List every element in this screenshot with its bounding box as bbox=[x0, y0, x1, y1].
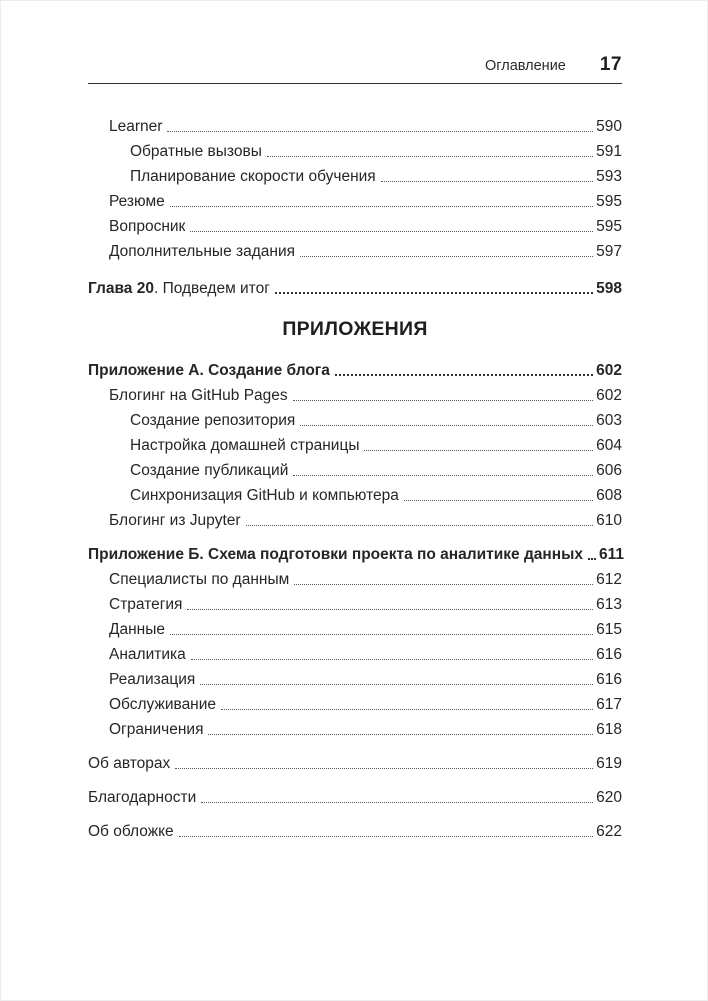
toc-entry-title-text: Данные bbox=[109, 621, 165, 639]
toc-entry-title-text: . Подведем итог bbox=[153, 280, 270, 298]
toc-entry-title-text: Обратные вызовы bbox=[130, 143, 262, 161]
toc-entry-title-text: Блогинг на GitHub Pages bbox=[109, 387, 288, 405]
toc-entry-title bbox=[109, 646, 186, 664]
toc-entry bbox=[88, 405, 622, 430]
toc-entry-title-text: Реализация bbox=[109, 671, 196, 689]
toc-entry-page: 590 bbox=[596, 118, 622, 136]
toc-entry-title bbox=[109, 118, 162, 136]
toc-entry-page: 619 bbox=[596, 755, 622, 773]
toc-entry bbox=[88, 816, 622, 841]
dot-leader bbox=[187, 609, 593, 610]
toc-entry-title-text: Планирование скорости обучения bbox=[130, 168, 376, 186]
toc-entry-title bbox=[88, 362, 330, 380]
toc-entry bbox=[88, 714, 622, 739]
dot-leader bbox=[275, 292, 593, 294]
dot-leader bbox=[170, 206, 593, 207]
toc-entry bbox=[88, 355, 622, 380]
dot-leader bbox=[221, 709, 593, 710]
toc-entry bbox=[88, 564, 622, 589]
dot-leader bbox=[191, 659, 593, 660]
dot-leader bbox=[179, 836, 593, 837]
toc-entry-title bbox=[88, 280, 270, 298]
dot-leader bbox=[300, 256, 593, 257]
dot-leader bbox=[246, 525, 594, 526]
toc-entry-title-text: Дополнительные задания bbox=[109, 243, 296, 261]
toc-entry bbox=[88, 689, 622, 714]
toc-entry bbox=[88, 430, 622, 455]
toc-entry-page: 606 bbox=[596, 462, 622, 480]
toc-entry-title-text: Обслуживание bbox=[109, 696, 217, 714]
toc-entry-title bbox=[109, 721, 203, 739]
toc-entry bbox=[88, 664, 622, 689]
dot-leader bbox=[208, 734, 593, 735]
dot-leader bbox=[335, 374, 593, 376]
toc-entry-page: 603 bbox=[596, 412, 622, 430]
dot-leader bbox=[588, 558, 596, 560]
toc-entry-title-text: Learner bbox=[109, 118, 163, 136]
toc-entry-title bbox=[88, 823, 174, 841]
toc-entry-title bbox=[109, 696, 216, 714]
toc-entry-page: 610 bbox=[596, 512, 622, 530]
toc-entry-title bbox=[109, 671, 195, 689]
toc-entry-title-bold: Глава 20 bbox=[88, 280, 154, 298]
toc-entry bbox=[88, 614, 622, 639]
toc-entry bbox=[88, 589, 622, 614]
toc-entry-page: 595 bbox=[596, 193, 622, 211]
toc-entry-title bbox=[130, 143, 262, 161]
toc-entry-page: 622 bbox=[596, 823, 622, 841]
toc-entry-page: 620 bbox=[596, 789, 622, 807]
toc-entry-title bbox=[130, 487, 399, 505]
toc-entry-title bbox=[88, 546, 583, 564]
toc-entry bbox=[88, 161, 622, 186]
page-header bbox=[88, 54, 622, 76]
toc-entry-page: 602 bbox=[596, 387, 622, 405]
toc-entry-title-text: Об обложке bbox=[88, 823, 174, 841]
toc-entry-page: 615 bbox=[596, 621, 622, 639]
dot-leader bbox=[201, 802, 593, 803]
toc-entry-title-text: Аналитика bbox=[109, 646, 186, 664]
toc-entry-title bbox=[109, 218, 185, 236]
toc-entry-page: 617 bbox=[596, 696, 622, 714]
dot-leader bbox=[200, 684, 593, 685]
toc-entry-page: 613 bbox=[596, 596, 622, 614]
toc-entry-title bbox=[88, 755, 170, 773]
toc-entry-page: 591 bbox=[596, 143, 622, 161]
toc-entry-title bbox=[109, 596, 182, 614]
toc-entry-title-text: Создание публикаций bbox=[130, 462, 289, 480]
toc-entry bbox=[88, 186, 622, 211]
toc-entry-title bbox=[109, 512, 241, 530]
dot-leader bbox=[267, 156, 593, 157]
toc-entry-title-text: Синхронизация GitHub и компьютера bbox=[130, 487, 399, 505]
toc-entry-page: 595 bbox=[596, 218, 622, 236]
toc-entry-page: 618 bbox=[596, 721, 622, 739]
toc-entry-page: 604 bbox=[596, 437, 622, 455]
toc-entry-page: 611 bbox=[598, 546, 624, 564]
dot-leader bbox=[381, 181, 593, 182]
toc-entry-title-bold: Приложение Б. Схема подготовки проекта по аналитике данных bbox=[88, 546, 583, 564]
toc-entry-title-text: Создание репозитория bbox=[130, 412, 296, 430]
toc-entry bbox=[88, 455, 622, 480]
toc-entry bbox=[88, 211, 622, 236]
toc-entry-page: 597 bbox=[596, 243, 622, 261]
toc-entry-title-bold: Приложение А. Создание блога bbox=[88, 362, 330, 380]
dot-leader bbox=[404, 500, 593, 501]
toc-entry bbox=[88, 111, 622, 136]
dot-leader bbox=[167, 131, 593, 132]
dot-leader bbox=[170, 634, 593, 635]
toc-entry bbox=[88, 273, 622, 298]
toc-entry-title-text: Ограничения bbox=[109, 721, 204, 739]
section-heading: ПРИЛОЖЕНИЯ bbox=[282, 318, 428, 340]
toc-entry-page: 612 bbox=[596, 571, 622, 589]
dot-leader bbox=[175, 768, 593, 769]
dot-leader bbox=[364, 450, 593, 451]
toc-entry-title-text: Благодарности bbox=[88, 789, 197, 807]
toc-entry-page: 616 bbox=[596, 671, 622, 689]
running-title: Оглавление bbox=[485, 58, 566, 74]
toc-entry-title bbox=[130, 437, 359, 455]
dot-leader bbox=[294, 584, 593, 585]
toc-entry-title-text: Блогинг из Jupyter bbox=[109, 512, 241, 530]
toc-entry-title-text: Настройка домашней страницы bbox=[130, 437, 360, 455]
toc-entry-title-text: Специалисты по данным bbox=[109, 571, 290, 589]
toc-entry-title bbox=[109, 387, 288, 405]
toc-entry-title bbox=[130, 168, 376, 186]
toc-entry-title bbox=[88, 789, 196, 807]
toc-entry-title bbox=[109, 621, 165, 639]
page-number: 17 bbox=[599, 54, 622, 75]
toc-entry-title-text: Вопросник bbox=[109, 218, 186, 236]
toc-entry-page: 602 bbox=[596, 362, 622, 380]
toc-entry-title-text: Резюме bbox=[109, 193, 165, 211]
toc-entry bbox=[88, 136, 622, 161]
toc-entry-title bbox=[109, 571, 289, 589]
toc-entry bbox=[88, 236, 622, 261]
toc-entry-title bbox=[130, 462, 288, 480]
toc-entry bbox=[88, 782, 622, 807]
toc-entry-page: 598 bbox=[596, 280, 622, 298]
dot-leader bbox=[300, 425, 593, 426]
toc-entry bbox=[88, 639, 622, 664]
toc-entry bbox=[88, 480, 622, 505]
dot-leader bbox=[293, 475, 593, 476]
toc-entry bbox=[88, 748, 622, 773]
toc-entry-title-text: Об авторах bbox=[88, 755, 171, 773]
toc-entry-page: 616 bbox=[596, 646, 622, 664]
toc-entry-title-text: Стратегия bbox=[109, 596, 183, 614]
dot-leader bbox=[190, 231, 593, 232]
toc-entry-title bbox=[109, 243, 295, 261]
toc-entry-page: 608 bbox=[596, 487, 622, 505]
toc-entry bbox=[88, 380, 622, 405]
toc-entry-page: 593 bbox=[596, 168, 622, 186]
dot-leader bbox=[293, 400, 593, 401]
toc-list bbox=[88, 84, 622, 841]
toc-entry bbox=[88, 539, 622, 564]
toc-entry-title bbox=[109, 193, 165, 211]
toc-entry bbox=[88, 505, 622, 530]
toc-entry-title bbox=[130, 412, 295, 430]
